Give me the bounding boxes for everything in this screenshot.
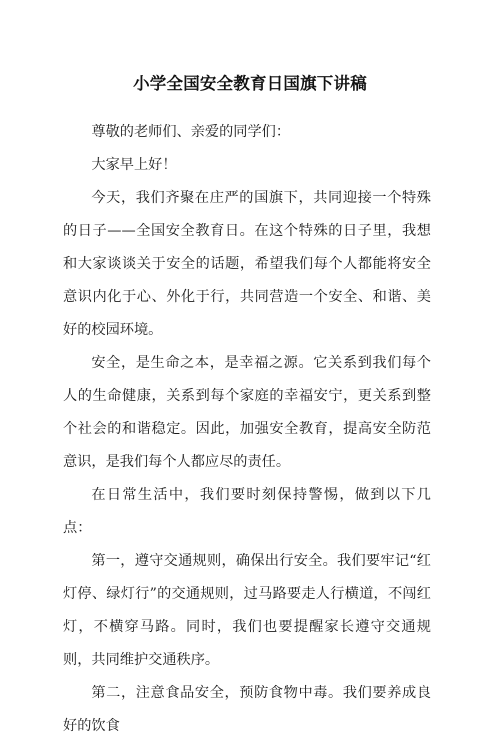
paragraph-point-traffic: 第一，遵守交通规则，确保出行安全。我们要牢记“红灯停、绿灯行”的交通规则，过马路要走人行横道，不闯红灯，不横穿马路。同时，我们也要提醒家长遵守交通规则，共同维护交通秩序。 <box>63 553 431 668</box>
paragraph-salutation: 尊敬的老师们、亲爱的同学们： <box>91 124 291 140</box>
paragraph-intro: 今天，我们齐聚在庄严的国旗下，共同迎接一个特殊的日子——全国安全教育日。在这个特殊的日子里，我想和大家谈谈关于安全的话题，希望我们每个人都能将安全意识内化于心、外化于行，共同营造一个安全、和谐、美好的校园环境。 <box>63 190 431 338</box>
paragraph-importance: 安全，是生命之本，是幸福之源。它关系到我们每个人的生命健康，关系到每个家庭的幸福安宁，更关系到整个社会的和谐稳定。因此，加强安全教育，提高安全防范意识，是我们每个人都应尽的责任。 <box>63 355 431 470</box>
document-title: 小学全国安全教育日国旗下讲稿 <box>133 74 367 93</box>
paragraph-greeting: 大家早上好！ <box>91 157 177 173</box>
paragraph-points-intro: 在日常生活中，我们要时刻保持警惕，做到以下几点： <box>63 487 431 536</box>
document-body <box>63 116 431 743</box>
paragraph-point-food: 第二，注意食品安全，预防食物中毒。我们要养成良好的饮食 <box>63 685 431 734</box>
